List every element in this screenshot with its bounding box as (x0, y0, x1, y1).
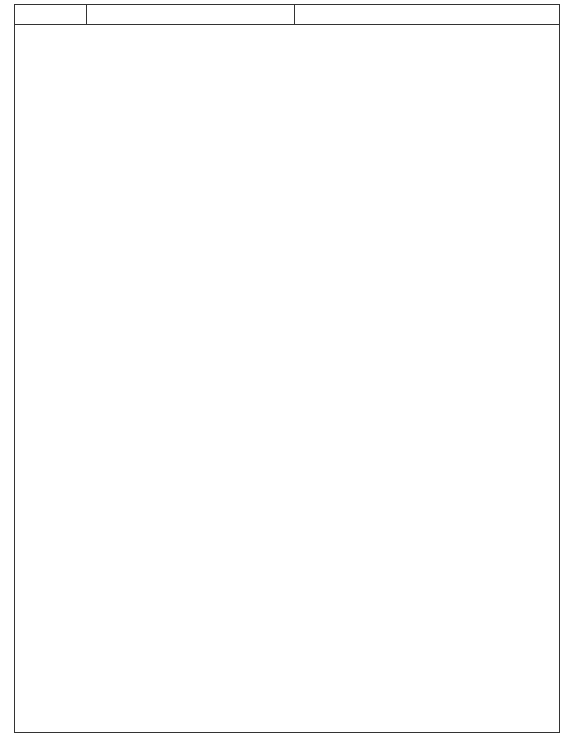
table-header (15, 5, 559, 25)
selection-table (14, 4, 560, 733)
model-code (15, 5, 87, 24)
description-header (294, 5, 560, 24)
